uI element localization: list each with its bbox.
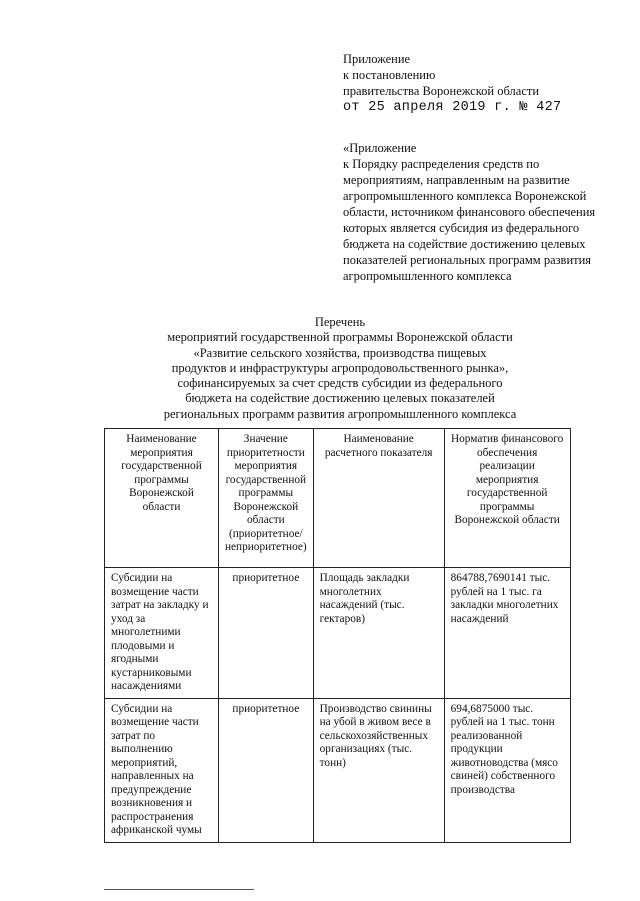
header-line-3: правительства Воронежской области (343, 84, 540, 98)
header-cell-indicator: Наименование расчетного показателя (313, 429, 444, 568)
cell-measure-name: Субсидии на возмещение части затрат на закладку и уход за многолетними плодовыми и ягодными кустарниковыми насаждениями (105, 568, 219, 699)
cell-indicator: Площадь закладки многолетних насаждений (тыс. гектаров) (313, 568, 444, 699)
header-line-2: к постановлению (343, 68, 436, 82)
title-line: «Развитие сельского хозяйства, производства пищевых (193, 345, 487, 360)
header-cell-funding-norm: Норматив финансового обеспечения реализации мероприятия государственной программы Воронежской области (444, 429, 570, 568)
appendix-reference (343, 140, 633, 284)
title-line: бюджета на содействие достижению целевых показателей (185, 391, 495, 406)
appendix-line: мероприятиям, направленным на развитие (343, 173, 570, 187)
measures-table (104, 428, 571, 843)
title-line: продуктов и инфраструктуры агропродовольственного рынка», (171, 360, 509, 375)
cell-indicator: Производство свинины на убой в живом весе в сельскохозяйственных организациях (тыс. тонн) (313, 698, 444, 842)
cell-priority: приоритетное (219, 568, 314, 699)
table-row (105, 698, 571, 842)
table-row (105, 568, 571, 699)
appendix-line: к Порядку распределения средств по (343, 157, 540, 171)
footer-divider (104, 889, 254, 890)
appendix-line: агропромышленного комплекса Воронежской (343, 189, 587, 203)
decree-number-date: от 25 апреля 2019 г. № 427 (343, 100, 562, 115)
cell-measure-name: Субсидии на возмещение части затрат по выполнению мероприятий, направленных на предупреждение возникновения и распространения африканской чумы (105, 698, 219, 842)
header-cell-priority: Значение приоритетности мероприятия государственной программы Воронежской области (приоритетное/ неприоритетное) (219, 429, 314, 568)
decree-header (343, 51, 633, 116)
appendix-line: «Приложение (343, 141, 417, 155)
appendix-line: области, источником финансового обеспечения (343, 205, 596, 219)
document-title (100, 315, 580, 422)
appendix-line: показателей региональных программ развития (343, 253, 592, 267)
title-line: мероприятий государственной программы Воронежской области (167, 330, 513, 345)
cell-funding-norm: 864788,7690141 тыс. рублей на 1 тыс. га закладки многолетних насаждений (444, 568, 570, 699)
header-cell-measure-name: Наименование мероприятия государственной программы Воронежской области (105, 429, 219, 568)
appendix-line: бюджета на содействие достижению целевых (343, 237, 586, 251)
title-line: Перечень (314, 315, 366, 329)
table-header-row (105, 429, 571, 568)
appendix-line: агропромышленного комплекса (343, 269, 512, 283)
title-line: региональных программ развития агропромышленного комплекса (163, 406, 517, 421)
cell-priority: приоритетное (219, 698, 314, 842)
header-line-1: Приложение (343, 52, 411, 66)
title-line: софинансируемых за счет средств субсидии из федерального (177, 376, 503, 391)
cell-funding-norm: 694,6875000 тыс. рублей на 1 тыс. тонн реализованной продукции животноводства (мясо свиней) собственного производства (444, 698, 570, 842)
appendix-line: которых является субсидия из федерального (343, 221, 580, 235)
